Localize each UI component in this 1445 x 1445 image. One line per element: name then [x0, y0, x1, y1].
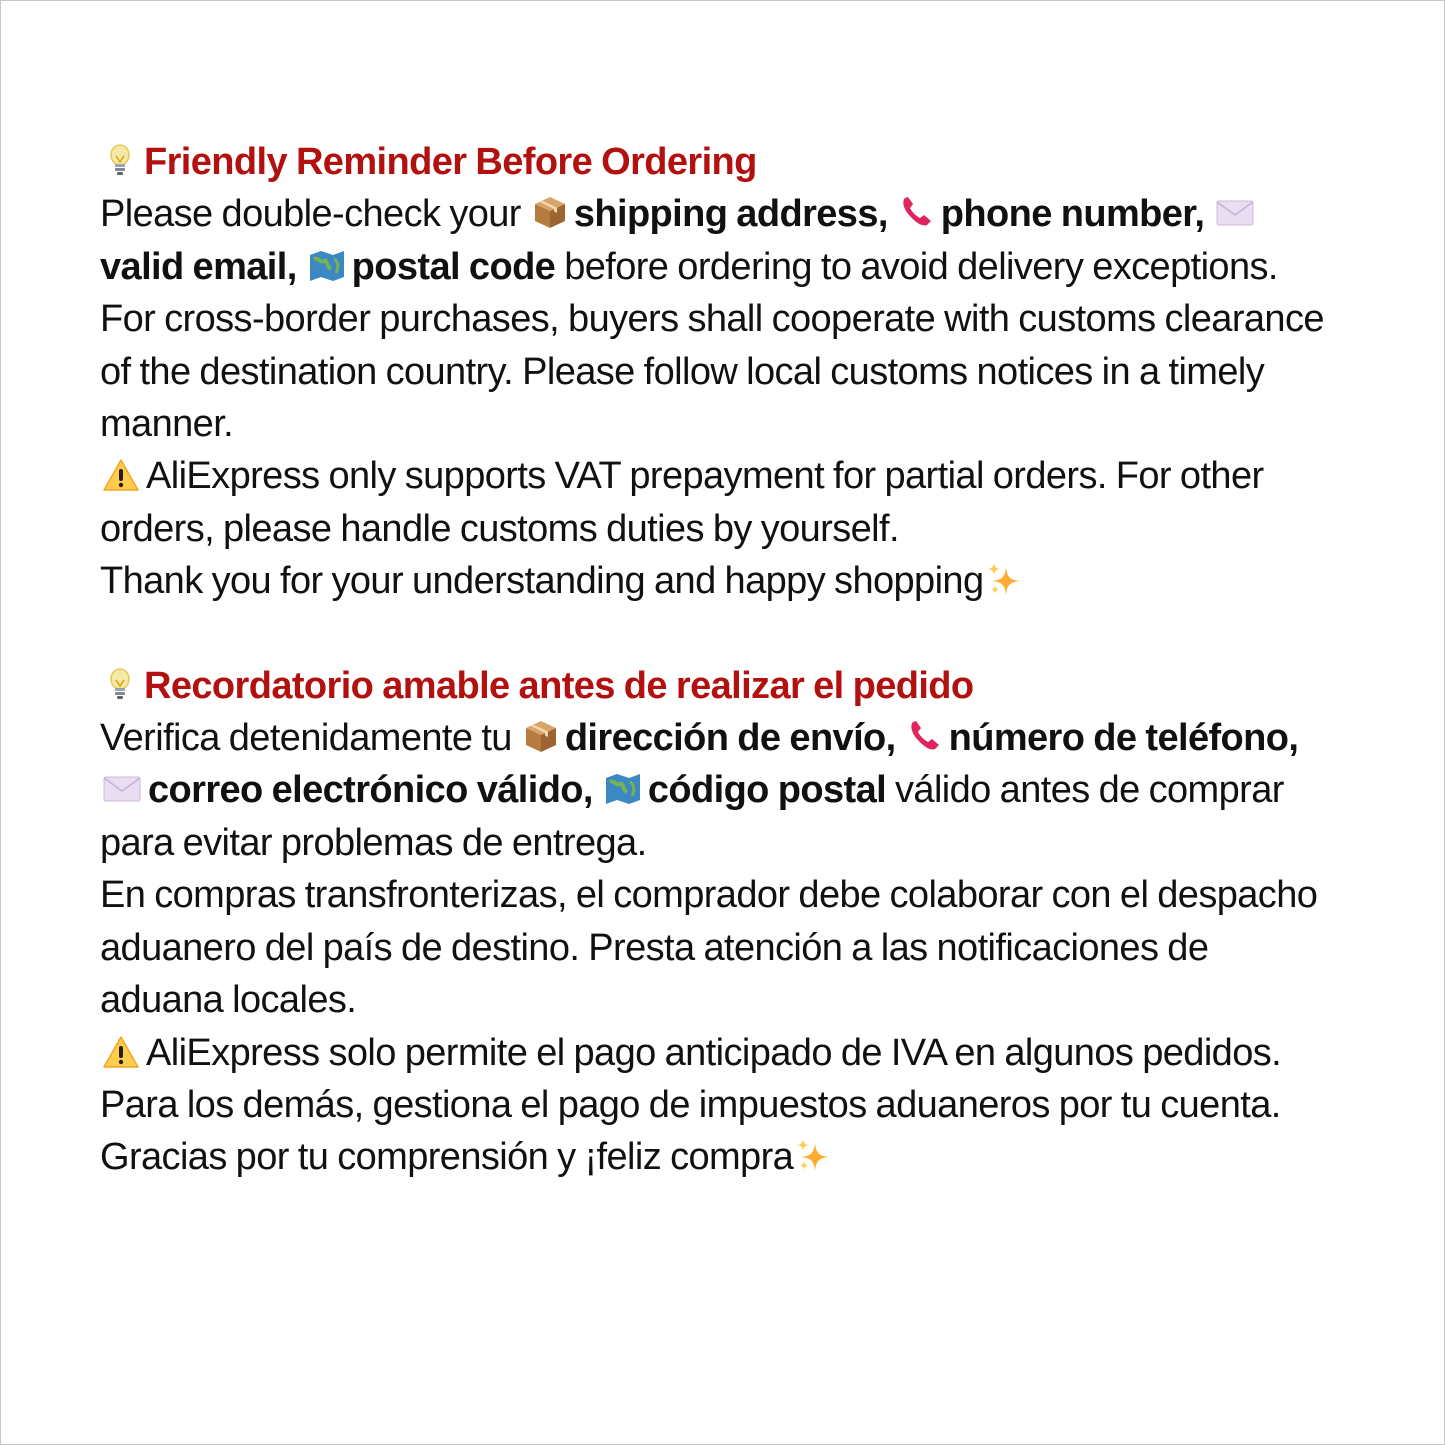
envelope-icon: [102, 770, 142, 806]
english-p4-text: Thank you for your understanding and happy shopping: [100, 560, 984, 603]
english-title-line: [100, 136, 1330, 188]
warning-icon: [102, 458, 140, 492]
english-postal-code: postal code: [351, 245, 556, 288]
english-p1-lead: Please double-check your: [100, 193, 521, 236]
spanish-title-line: [100, 660, 1330, 712]
spanish-paragraph-1: [100, 712, 1330, 869]
reminder-content: [100, 136, 1330, 1184]
spanish-paragraph-3: [100, 1027, 1330, 1132]
spanish-shipping-address: dirección de envío,: [564, 717, 896, 760]
spanish-valid-email: correo electrónico válido,: [148, 769, 593, 812]
english-paragraph-4: [100, 555, 1330, 607]
section-gap: [100, 608, 1330, 660]
map-icon: [604, 770, 642, 806]
phone-icon: [907, 718, 943, 754]
spanish-p4-text: Gracias por tu comprensión y ¡feliz compra: [100, 1136, 794, 1179]
sparkles-icon: [795, 1137, 833, 1173]
spanish-p3-text: AliExpress solo permite el pago anticipado de IVA en algunos pedidos. Para los demás, gestiona el pago de impuestos aduaneros por tu cuenta.: [100, 1031, 1282, 1126]
phone-icon: [899, 194, 935, 230]
english-title: Friendly Reminder Before Ordering: [144, 141, 757, 183]
spanish-paragraph-2: En compras transfronterizas, el comprador debe colaborar con el despacho aduanero del país de destino. Presta atención a las notificaciones de aduana locales.: [100, 874, 1318, 1022]
english-paragraph-2: For cross-border purchases, buyers shall cooperate with customs clearance of the destination country. Please follow local customs notices in a timely manner.: [100, 298, 1324, 446]
english-section: [100, 136, 1330, 608]
lightbulb-icon: [102, 666, 138, 702]
package-icon: [532, 194, 568, 230]
envelope-icon: [1215, 194, 1255, 230]
warning-icon: [102, 1035, 140, 1069]
english-paragraph-1: [100, 188, 1330, 293]
map-icon: [308, 247, 346, 283]
spanish-phone-number: número de teléfono,: [948, 717, 1299, 760]
spanish-p1-tail: válido antes de comprar para evitar problemas de entrega.: [100, 769, 1284, 864]
spanish-p1-lead: Verifica detenidamente tu: [100, 717, 512, 760]
package-icon: [523, 718, 559, 754]
spanish-section: [100, 660, 1330, 1184]
spanish-paragraph-4: [100, 1131, 1330, 1183]
english-paragraph-3: [100, 450, 1330, 555]
spanish-postal-code: código postal: [647, 769, 887, 812]
english-p3-text: AliExpress only supports VAT prepayment for partial orders. For other orders, please handle customs duties by yourself.: [100, 455, 1264, 550]
english-p1-tail: before ordering to avoid delivery exceptions.: [564, 245, 1278, 288]
english-phone-number: phone number,: [940, 193, 1205, 236]
english-shipping-address: shipping address,: [573, 193, 888, 236]
english-valid-email: valid email,: [100, 245, 297, 288]
spanish-title: Recordatorio amable antes de realizar el pedido: [144, 664, 974, 707]
lightbulb-icon: [102, 142, 138, 178]
sparkles-icon: [986, 561, 1024, 597]
